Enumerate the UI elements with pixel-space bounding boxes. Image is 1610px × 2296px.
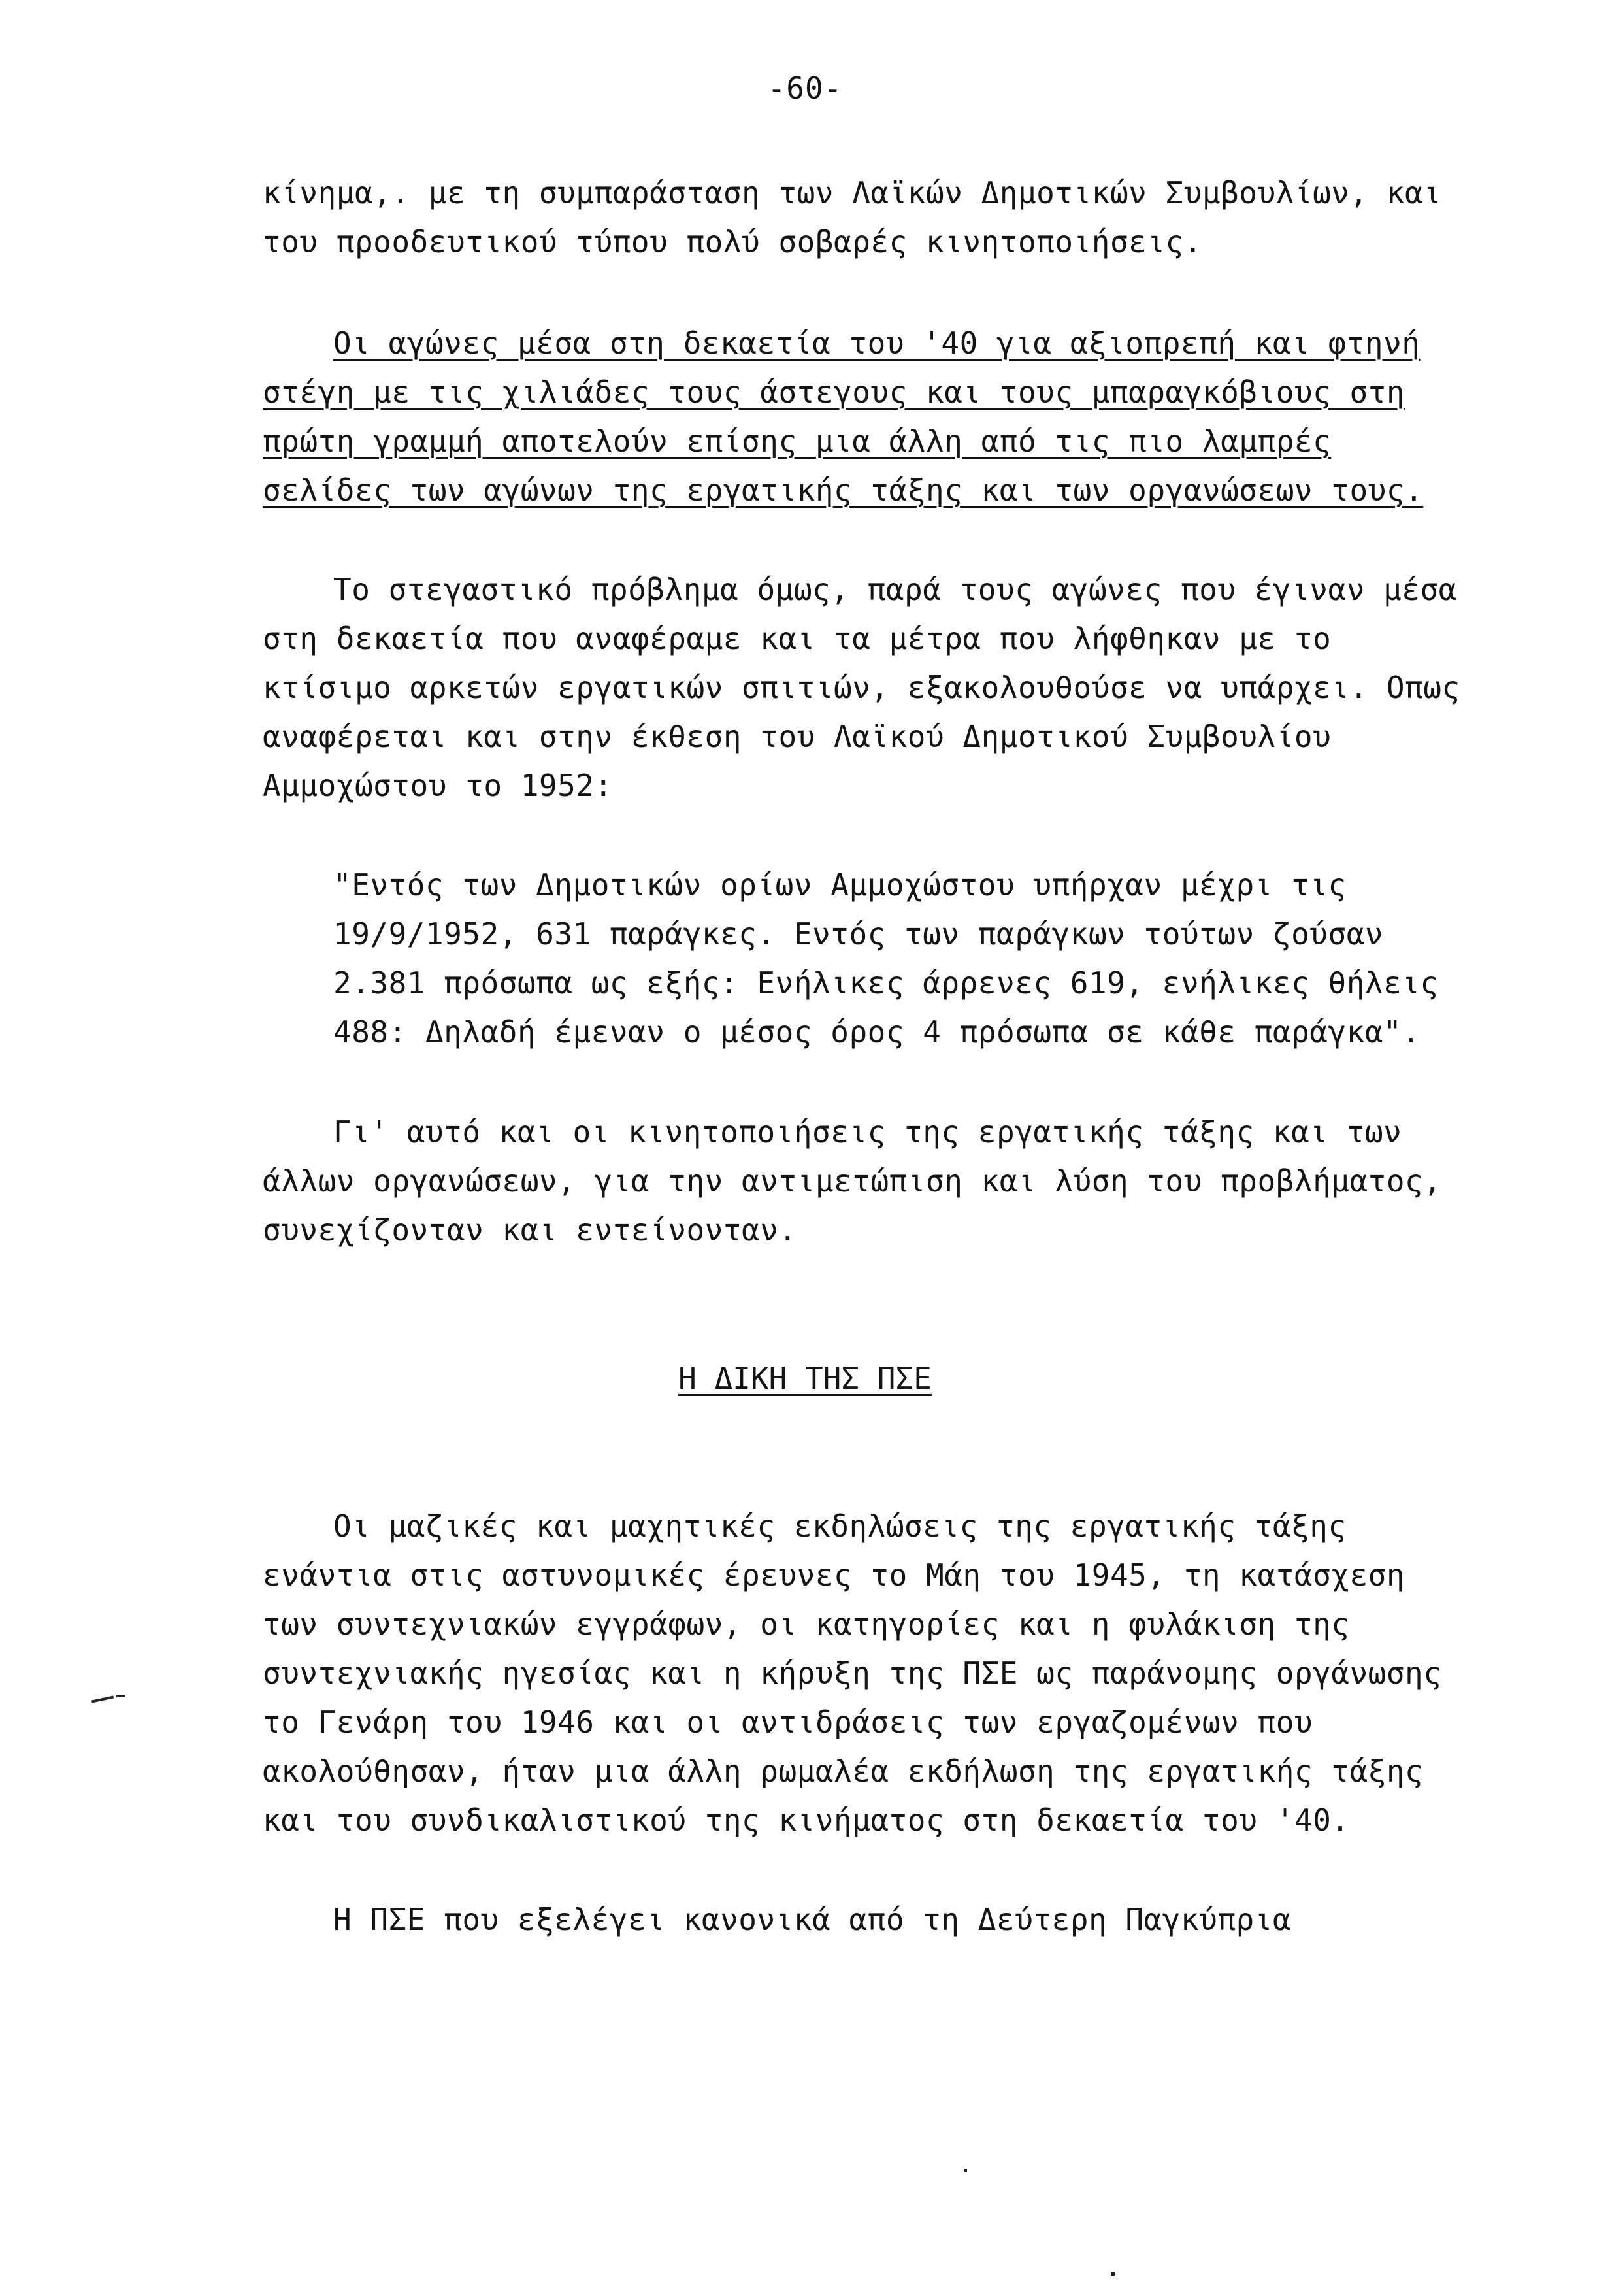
paragraph-1 — [263, 169, 1441, 267]
text-line: συνεχίζονταν και εντείνονταν. — [263, 1212, 797, 1248]
text-line: Οι αγώνες μέσα στη δεκαετία του '40 για αξιοπρεπή και φτηνή — [333, 325, 1421, 361]
text-line: Γι' αυτό και οι κινητοποιήσεις της εργατικής τάξης και των — [333, 1114, 1402, 1150]
paragraph-5 — [263, 1502, 1441, 1845]
text-line: και του συνδικαλιστικού της κινήματος στη δεκαετία του '40. — [263, 1803, 1350, 1838]
quote-block — [333, 861, 1439, 1057]
text-line: 2.381 πρόσωπα ως εξής: Ενήλικες άρρενες 619, ενήλικες θήλεις — [333, 965, 1439, 1001]
text-line: των συντεχνιακών εγγράφων, οι κατηγορίες και η φυλάκιση της — [263, 1606, 1350, 1642]
text-line: συντεχνιακής ηγεσίας και η κήρυξη της ΠΣΕ ως παράνομης οργάνωσης — [263, 1655, 1442, 1691]
text-line: πρώτη γραμμή αποτελούν επίσης μια άλλη από τις πιο λαμπρές — [263, 424, 1332, 459]
text-line: "Εντός των Δημοτικών ορίων Αμμοχώστου υπήρχαν μέχρι τις — [333, 867, 1347, 903]
text-line: ενάντια στις αστυνομικές έρευνες το Μάη του 1945, τη κατάσχεση — [263, 1557, 1405, 1593]
scan-mark — [91, 1696, 114, 1703]
text-line: άλλων οργανώσεων, για την αντιμετώπιση και λύση του προβλήματος, — [263, 1163, 1442, 1199]
scan-mark — [1111, 2272, 1115, 2276]
paragraph-4 — [263, 1108, 1441, 1255]
text-line: 488: Δηλαδή έμεναν ο μέσος όρος 4 πρόσωπα σε κάθε παράγκα". — [333, 1014, 1421, 1050]
text-line: Οι μαζικές και μαχητικές εκδηλώσεις της εργατικής τάξης — [333, 1508, 1347, 1544]
paragraph-6 — [263, 1895, 1291, 1944]
paragraph-3 — [263, 565, 1460, 810]
text-line: κίνημα,. με τη συμπαράσταση των Λαϊκών Δημοτικών Συμβουλίων, και — [263, 175, 1442, 210]
text-line: Η ΠΣΕ που εξελέγει κανονικά από τη Δεύτερη Παγκύπρια — [333, 1902, 1292, 1937]
text-line: 19/9/1952, 631 παράγκες. Εντός των παράγκων τούτων ζούσαν — [333, 916, 1384, 952]
text-line: κτίσιμο αρκετών εργατικών σπιτιών, εξακολουθούσε να υπάρχει. Οπως — [263, 670, 1460, 705]
text-line: στη δεκαετία που αναφέραμε και τα μέτρα που λήφθηκαν με το — [263, 621, 1332, 656]
scan-mark — [116, 1695, 125, 1697]
text-line: αναφέρεται και στην έκθεση του Λαϊκού Δημοτικού Συμβουλίου — [263, 719, 1332, 754]
page-number: -60- — [767, 71, 843, 106]
text-line: σελίδες των αγώνων της εργατικής τάξης και των οργανώσεων τους. — [263, 473, 1424, 508]
text-line: Αμμοχώστου το 1952: — [263, 768, 613, 803]
text-line: του προοδευτικού τύπου πολύ σοβαρές κινητοποιήσεις. — [263, 224, 1202, 259]
text-line: ακολούθησαν, ήταν μια άλλη ρωμαλέα εκδήλωση της εργατικής τάξης — [263, 1754, 1424, 1789]
paragraph-2-underlined — [263, 319, 1423, 515]
text-line: στέγη με τις χιλιάδες τους άστεγους και τους μπαραγκόβιους στη — [263, 374, 1405, 410]
scan-mark — [964, 2169, 967, 2172]
text-line: Το στεγαστικό πρόβλημα όμως, παρά τους αγώνες που έγιναν μέσα — [333, 572, 1457, 607]
section-heading: Η ΔΙΚΗ ΤΗΣ ΠΣΕ — [678, 1361, 932, 1396]
text-line: το Γενάρη του 1946 και οι αντιδράσεις των εργαζομένων που — [263, 1705, 1313, 1740]
